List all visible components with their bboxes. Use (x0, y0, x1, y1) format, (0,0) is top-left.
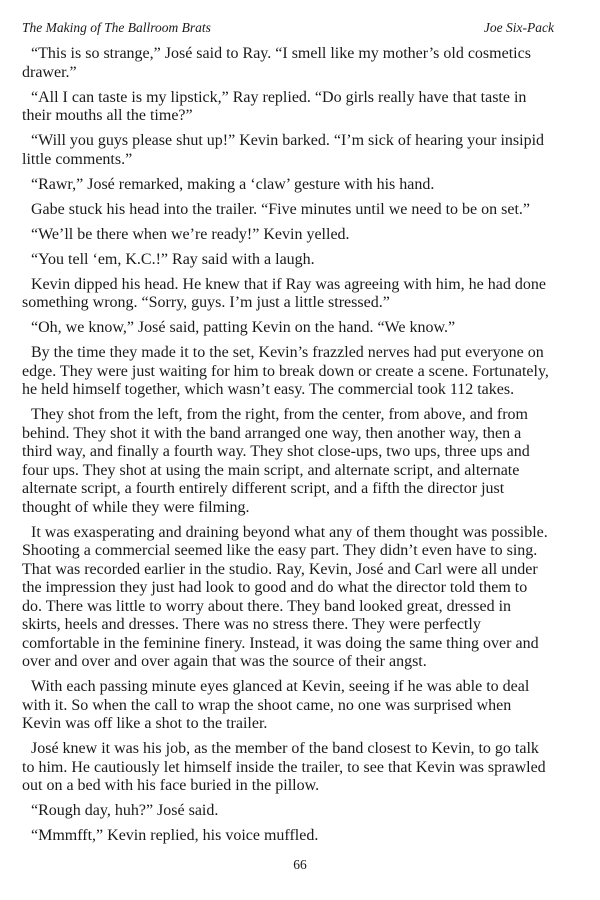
book-title: The Making of The Ballroom Brats (22, 20, 211, 35)
author-name: Joe Six-Pack (483, 20, 554, 35)
running-head (22, 20, 554, 40)
page-body (22, 45, 550, 852)
paragraph: “Rough day, huh?” José said. (31, 802, 219, 819)
paragraph: “Oh, we know,” José said, patting Kevin on the hand. “We know.” (31, 319, 456, 336)
paragraph: With each passing minute eyes glanced at Kevin, seeing if he was able to deal with it. So when the call to wrap the shoot came, no one was surprised when Kevin was off like a shot to the trailer. (22, 678, 530, 732)
paragraph: By the time they made it to the set, Kevin’s frazzled nerves had put everyone on edge. They were just waiting for him to break down or create a scene. Fortunately, he held himself together, which wasn’t easy. The commercial took 112 takes. (22, 344, 549, 398)
paragraph: “Rawr,” José remarked, making a ‘claw’ gesture with his hand. (31, 175, 435, 193)
paragraph: Gabe stuck his head into the trailer. “Five minutes until we need to be on set.” (31, 200, 530, 218)
paragraph: “This is so strange,” José said to Ray. “I smell like my mother’s old cosmetics drawer.” (22, 45, 531, 81)
paragraph: Kevin dipped his head. He knew that if Ray was agreeing with him, he had done something wrong. “Sorry, guys. I’m just a little stressed.” (22, 275, 546, 311)
paragraph: “Will you guys please shut up!” Kevin barked. “I’m sick of hearing your insipid little comments.” (22, 132, 545, 168)
paragraph: It was exasperating and draining beyond what any of them thought was possible. Shooting a commercial seemed like the easy part. They didn’t even have to sing. That was recorded earlier in the studio. Ray, Kevin, José and Carl were all under the impression they just had look to good and do what the director told them to do. There was little to worry about there. They band looked great, dressed in skirts, heels and dresses. There was no stress there. They were perfectly comfortable in the feminine finery. Instead, it was doing the same thing over and over and over and over again that was the source of their angst. (22, 523, 548, 670)
paragraph: “Mmmfft,” Kevin replied, his voice muffled. (31, 827, 319, 844)
paragraph: “We’ll be there when we’re ready!” Kevin yelled. (31, 225, 350, 243)
paragraph: “You tell ‘em, K.C.!” Ray said with a laugh. (31, 250, 315, 268)
paragraph: They shot from the left, from the right, from the center, from above, and from behind. They shot it with the band arranged one way, then another way, then a third way, and finally a fourth way. They shot close-ups, two ups, three ups and four ups. They shot at using the main script, and alternate script, and alternate alternate script, a fourth entirely different script, and a fifth the director just thought of while they were filming. (22, 406, 530, 516)
paragraph: José knew it was his job, as the member of the band closest to Kevin, to go talk to him. He cautiously let himself inside the trailer, to see that Kevin was sprawled out on a bed with his face buried in the pillow. (22, 740, 546, 794)
paragraph: “All I can taste is my lipstick,” Ray replied. “Do girls really have that taste in their mouths all the time?” (22, 88, 527, 124)
page-number: 66 (293, 857, 307, 872)
